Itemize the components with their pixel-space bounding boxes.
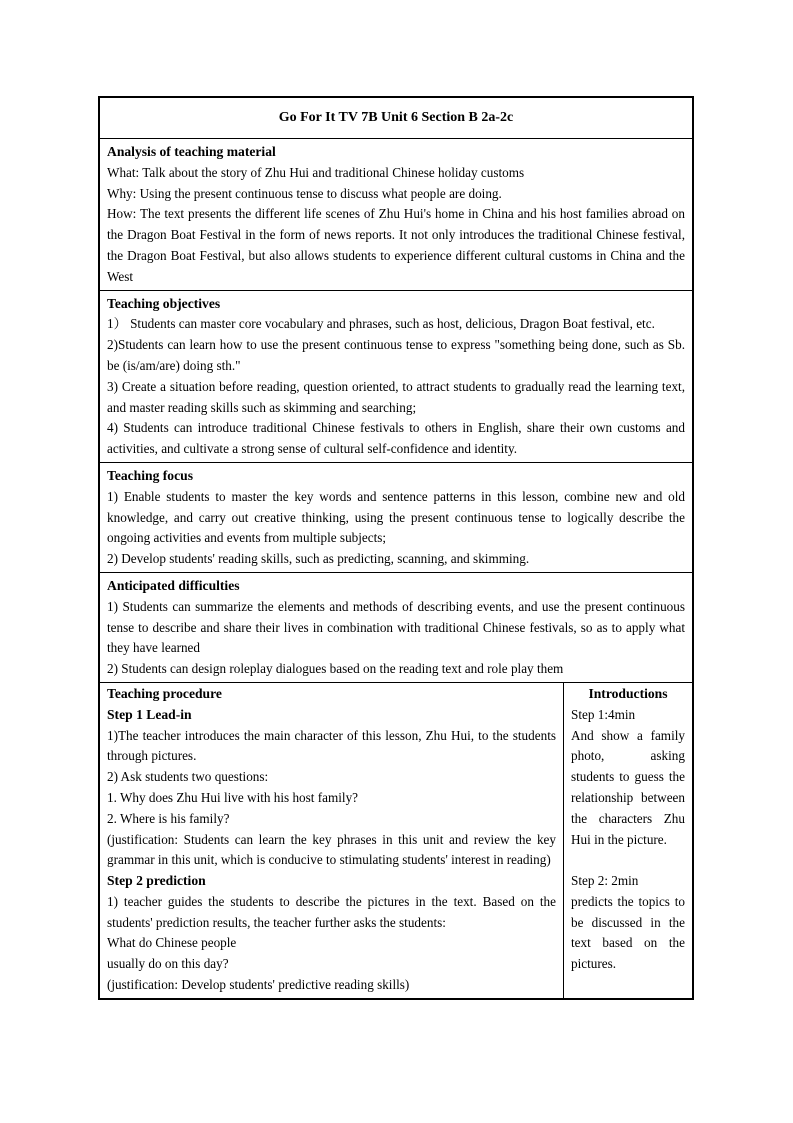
- step2-time: Step 2: 2min: [571, 873, 639, 889]
- step2-intro-text: predicts the topics to be discussed in the text based on the pictures.: [571, 893, 685, 972]
- step1-line: 2. Where is his family?: [107, 810, 230, 826]
- focus-section: [100, 463, 692, 573]
- objective-item: 1） Students can master core vocabulary and phrases, such as host, delicious, Dragon Boat festival, etc.: [107, 316, 655, 332]
- step2-line: What do Chinese people: [107, 935, 237, 951]
- objective-item: 4) Students can introduce traditional Chinese festivals to others in English, share their own customs and activities, and cultivate a strong sense of cultural self-confidence and identity.: [107, 420, 685, 457]
- analysis-heading: Analysis of teaching material: [107, 144, 276, 159]
- objective-item: 3) Create a situation before reading, question oriented, to attract students to gradually read the learning text, and master reading skills such as skimming and searching;: [107, 378, 685, 415]
- difficulty-item: 1) Students can summarize the elements and methods of describing events, and use the present continuous tense to describe and share their lives in combination with traditional Chinese festivals, so as to apply what they have learned: [107, 598, 685, 656]
- procedure-heading: Teaching procedure: [107, 685, 222, 701]
- procedure-section: [100, 683, 692, 998]
- spacer: [571, 850, 685, 871]
- step2-title: Step 2 prediction: [107, 873, 206, 889]
- difficulty-item: 2) Students can design roleplay dialogues based on the reading text and role play them: [107, 661, 564, 677]
- step1-line: 1. Why does Zhu Hui live with his host family?: [107, 789, 359, 805]
- difficulties-section: [100, 573, 692, 683]
- step2-line: usually do on this day?: [107, 956, 229, 972]
- document-title: Go For It TV 7B Unit 6 Section B 2a-2c: [100, 98, 692, 139]
- focus-item: 1) Enable students to master the key words and sentence patterns in this lesson, combine new and old knowledge, and carry out creative thinking, using the present continuous tense to logically describe the ongoing activities and events from multiple subjects;: [107, 488, 685, 546]
- analysis-what: What: Talk about the story of Zhu Hui and traditional Chinese holiday customs: [107, 164, 525, 180]
- analysis-how: How: The text presents the different life scenes of Zhu Hui's home in China and his host families abroad on the Dragon Boat Festival in the form of news reports. It not only introduces the traditional Chinese festival, the Dragon Boat Festival, but also allows students to experience different cultural customs in China and the West: [107, 206, 685, 284]
- analysis-section: [100, 139, 692, 291]
- step1-line: 2) Ask students two questions:: [107, 769, 269, 785]
- introductions-heading: Introductions: [588, 685, 668, 701]
- objectives-section: [100, 291, 692, 463]
- lesson-plan-table: [98, 96, 694, 1000]
- procedure-column: [100, 683, 564, 998]
- analysis-why: Why: Using the present continuous tense to discuss what people are doing.: [107, 185, 502, 201]
- step1-intro-text: And show a family photo, asking students to guess the relationship between the characters Zhu Hui in the picture.: [571, 727, 685, 847]
- step1-justification: (justification: Students can learn the key phrases in this unit and review the key grammar in this unit, which is conducive to stimulating students' interest in reading): [107, 831, 556, 868]
- step1-line: 1)The teacher introduces the main character of this lesson, Zhu Hui, to the students through pictures.: [107, 727, 556, 764]
- focus-heading: Teaching focus: [107, 467, 193, 483]
- difficulties-heading: Anticipated difficulties: [107, 577, 240, 593]
- objectives-heading: Teaching objectives: [107, 295, 221, 311]
- objective-item: 2)Students can learn how to use the present continuous tense to express "something being done, such as Sb. be (is/am/are) doing sth.": [107, 337, 685, 373]
- introductions-column: [564, 683, 692, 998]
- step1-time: Step 1:4min: [571, 706, 636, 722]
- step2-line: 1) teacher guides the students to describe the pictures in the text. Based on the students' prediction results, the teacher further asks the students:: [107, 893, 556, 930]
- step2-justification: (justification: Develop students' predictive reading skills): [107, 977, 410, 993]
- focus-item: 2) Develop students' reading skills, such as predicting, scanning, and skimming.: [107, 551, 530, 567]
- step1-title: Step 1 Lead-in: [107, 706, 192, 722]
